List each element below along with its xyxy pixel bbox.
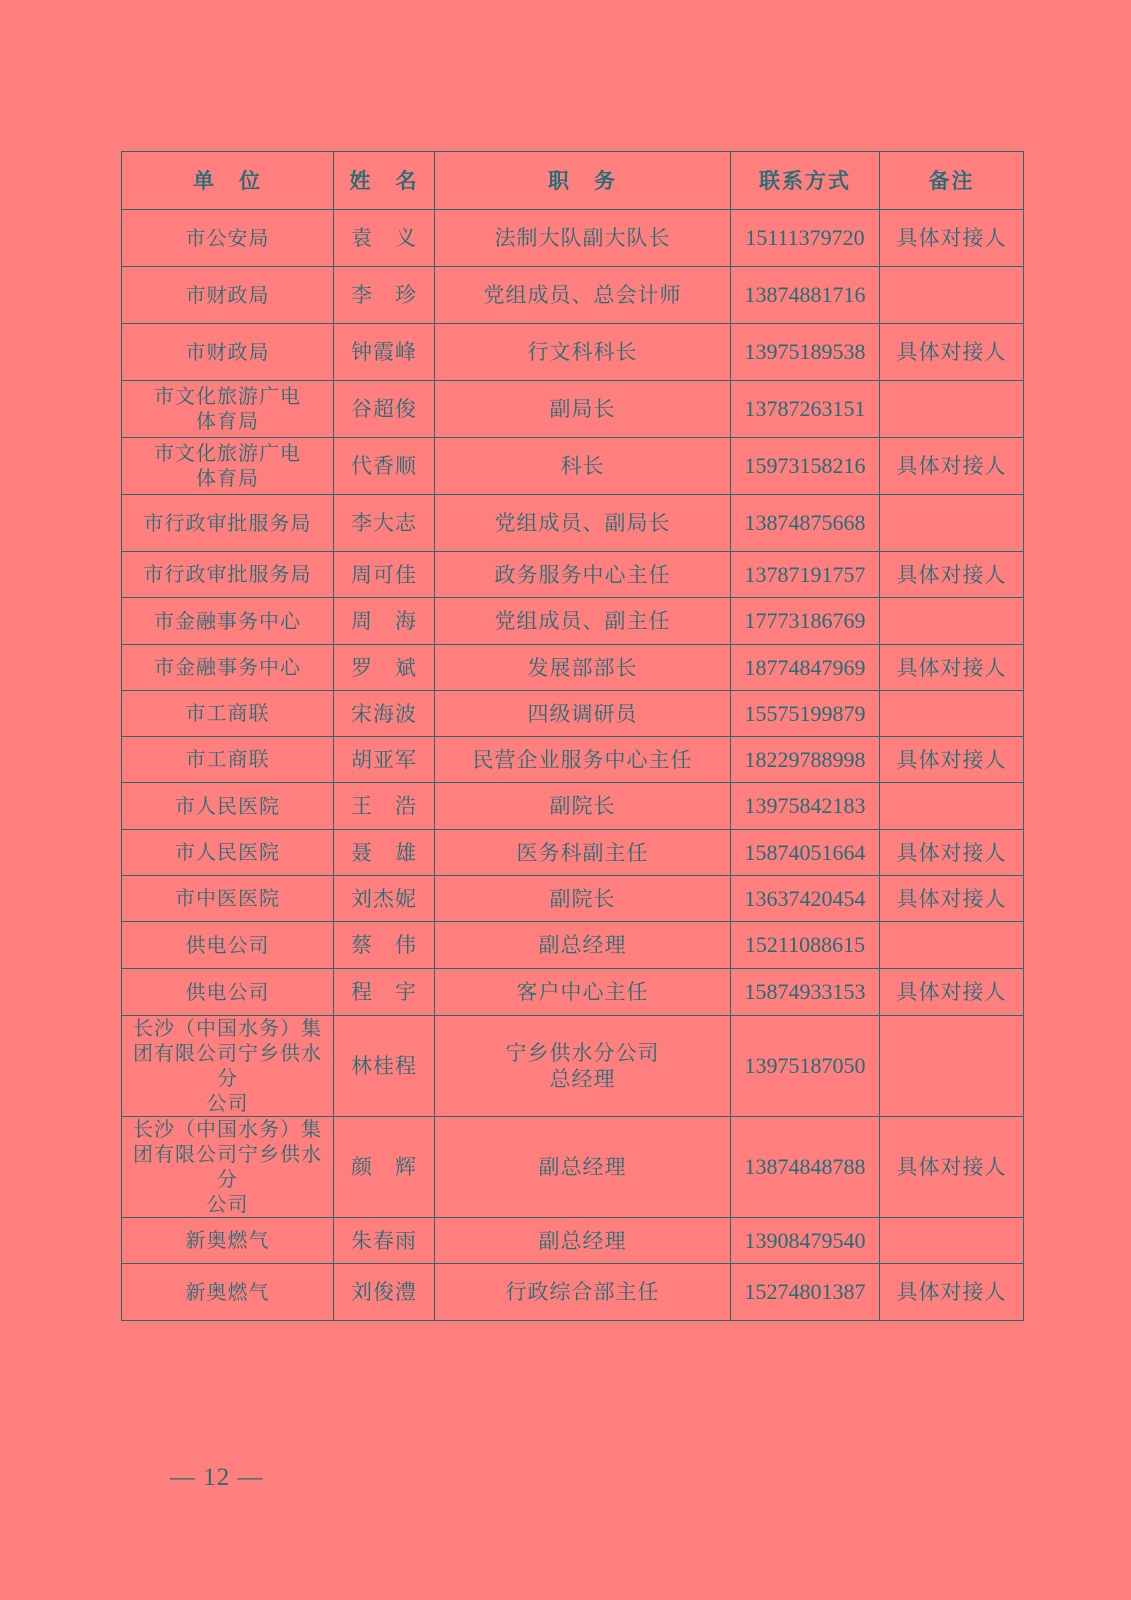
- cell-phone: 15874051664: [731, 830, 880, 876]
- cell-remark: [880, 495, 1024, 552]
- cell-title: 客户中心主任: [435, 969, 731, 1016]
- table-row: [122, 1016, 1024, 1117]
- cell-title: 民营企业服务中心主任: [435, 737, 731, 783]
- cell-remark: 具体对接人: [880, 1117, 1024, 1218]
- cell-remark: 具体对接人: [880, 737, 1024, 783]
- cell-name: 刘杰妮: [334, 876, 435, 922]
- cell-remark: [880, 267, 1024, 324]
- cell-name: 宋海波: [334, 691, 435, 737]
- cell-title: 行政综合部主任: [435, 1264, 731, 1321]
- cell-title: 法制大队副大队长: [435, 210, 731, 267]
- cell-name: 李 珍: [334, 267, 435, 324]
- cell-unit: 市工商联: [122, 737, 334, 783]
- cell-name: 王 浩: [334, 783, 435, 830]
- cell-title: 医务科副主任: [435, 830, 731, 876]
- table-header-row: [122, 152, 1024, 210]
- cell-remark: [880, 1218, 1024, 1264]
- cell-remark: 具体对接人: [880, 438, 1024, 495]
- header-name: 姓 名: [334, 152, 435, 210]
- cell-name: 代香顺: [334, 438, 435, 495]
- cell-phone: 13637420454: [731, 876, 880, 922]
- cell-title: 副总经理: [435, 922, 731, 969]
- cell-remark: 具体对接人: [880, 324, 1024, 381]
- cell-title: 党组成员、副主任: [435, 598, 731, 645]
- cell-phone: 15111379720: [731, 210, 880, 267]
- cell-phone: 13874881716: [731, 267, 880, 324]
- cell-remark: 具体对接人: [880, 552, 1024, 598]
- table-row: [122, 598, 1024, 645]
- cell-name: 朱春雨: [334, 1218, 435, 1264]
- cell-title: 发展部部长: [435, 645, 731, 691]
- cell-unit: 新奥燃气: [122, 1264, 334, 1321]
- header-remark: 备注: [880, 152, 1024, 210]
- cell-title: 副总经理: [435, 1117, 731, 1218]
- table-row: [122, 830, 1024, 876]
- cell-title: 四级调研员: [435, 691, 731, 737]
- cell-phone: 15211088615: [731, 922, 880, 969]
- cell-name: 程 宇: [334, 969, 435, 1016]
- cell-unit: 市人民医院: [122, 783, 334, 830]
- cell-name: 李大志: [334, 495, 435, 552]
- table-row: [122, 1117, 1024, 1218]
- cell-phone: 13975842183: [731, 783, 880, 830]
- cell-phone: 13975187050: [731, 1016, 880, 1117]
- cell-remark: [880, 783, 1024, 830]
- cell-name: 周 海: [334, 598, 435, 645]
- cell-remark: [880, 598, 1024, 645]
- cell-title: 科长: [435, 438, 731, 495]
- table-row: [122, 552, 1024, 598]
- cell-name: 周可佳: [334, 552, 435, 598]
- cell-name: 聂 雄: [334, 830, 435, 876]
- cell-unit: 市工商联: [122, 691, 334, 737]
- cell-title: 副院长: [435, 876, 731, 922]
- cell-title: 副总经理: [435, 1218, 731, 1264]
- cell-remark: [880, 381, 1024, 438]
- table-row: [122, 876, 1024, 922]
- cell-remark: 具体对接人: [880, 645, 1024, 691]
- cell-name: 蔡 伟: [334, 922, 435, 969]
- cell-name: 谷超俊: [334, 381, 435, 438]
- cell-name: 颜 辉: [334, 1117, 435, 1218]
- cell-phone: 18229788998: [731, 737, 880, 783]
- cell-phone: 17773186769: [731, 598, 880, 645]
- cell-name: 林桂程: [334, 1016, 435, 1117]
- cell-remark: 具体对接人: [880, 969, 1024, 1016]
- cell-unit: 市金融事务中心: [122, 645, 334, 691]
- cell-title: 党组成员、副局长: [435, 495, 731, 552]
- cell-unit: 长沙（中国水务）集 团有限公司宁乡供水分 公司: [122, 1117, 334, 1218]
- table-body: [122, 210, 1024, 1321]
- cell-unit: 供电公司: [122, 969, 334, 1016]
- cell-remark: 具体对接人: [880, 210, 1024, 267]
- header-unit: 单 位: [122, 152, 334, 210]
- cell-phone: 13787191757: [731, 552, 880, 598]
- cell-title: 副局长: [435, 381, 731, 438]
- cell-title: 副院长: [435, 783, 731, 830]
- cell-remark: 具体对接人: [880, 876, 1024, 922]
- header-title: 职 务: [435, 152, 731, 210]
- cell-remark: [880, 691, 1024, 737]
- cell-name: 钟霞峰: [334, 324, 435, 381]
- cell-unit: 新奥燃气: [122, 1218, 334, 1264]
- cell-unit: 市金融事务中心: [122, 598, 334, 645]
- cell-unit: 长沙（中国水务）集 团有限公司宁乡供水分 公司: [122, 1016, 334, 1117]
- cell-phone: 13874875668: [731, 495, 880, 552]
- cell-name: 刘俊澧: [334, 1264, 435, 1321]
- cell-unit: 市文化旅游广电 体育局: [122, 381, 334, 438]
- table-row: [122, 267, 1024, 324]
- page-number: — 12 —: [170, 1464, 264, 1491]
- cell-remark: [880, 1016, 1024, 1117]
- table-row: [122, 737, 1024, 783]
- table-row: [122, 922, 1024, 969]
- cell-phone: 13874848788: [731, 1117, 880, 1218]
- cell-phone: 13787263151: [731, 381, 880, 438]
- cell-name: 胡亚军: [334, 737, 435, 783]
- table-row: [122, 381, 1024, 438]
- cell-phone: 15274801387: [731, 1264, 880, 1321]
- table-row: [122, 691, 1024, 737]
- cell-unit: 市行政审批服务局: [122, 552, 334, 598]
- contact-table: [121, 151, 1024, 1321]
- cell-title: 政务服务中心主任: [435, 552, 731, 598]
- cell-unit: 市行政审批服务局: [122, 495, 334, 552]
- cell-name: 罗 斌: [334, 645, 435, 691]
- cell-phone: 18774847969: [731, 645, 880, 691]
- cell-name: 袁 义: [334, 210, 435, 267]
- table-row: [122, 324, 1024, 381]
- cell-phone: 15874933153: [731, 969, 880, 1016]
- cell-unit: 市中医医院: [122, 876, 334, 922]
- header-contact: 联系方式: [731, 152, 880, 210]
- table-row: [122, 783, 1024, 830]
- table-row: [122, 210, 1024, 267]
- table-row: [122, 495, 1024, 552]
- cell-title: 行文科科长: [435, 324, 731, 381]
- table-row: [122, 645, 1024, 691]
- cell-unit: 市财政局: [122, 324, 334, 381]
- cell-unit: 市文化旅游广电 体育局: [122, 438, 334, 495]
- cell-phone: 15973158216: [731, 438, 880, 495]
- cell-phone: 13908479540: [731, 1218, 880, 1264]
- cell-remark: 具体对接人: [880, 830, 1024, 876]
- table-row: [122, 1264, 1024, 1321]
- table-row: [122, 1218, 1024, 1264]
- cell-remark: 具体对接人: [880, 1264, 1024, 1321]
- cell-unit: 供电公司: [122, 922, 334, 969]
- table-row: [122, 969, 1024, 1016]
- cell-title: 宁乡供水分公司 总经理: [435, 1016, 731, 1117]
- cell-unit: 市人民医院: [122, 830, 334, 876]
- cell-remark: [880, 922, 1024, 969]
- cell-phone: 13975189538: [731, 324, 880, 381]
- cell-unit: 市公安局: [122, 210, 334, 267]
- table-row: [122, 438, 1024, 495]
- cell-unit: 市财政局: [122, 267, 334, 324]
- cell-title: 党组成员、总会计师: [435, 267, 731, 324]
- cell-phone: 15575199879: [731, 691, 880, 737]
